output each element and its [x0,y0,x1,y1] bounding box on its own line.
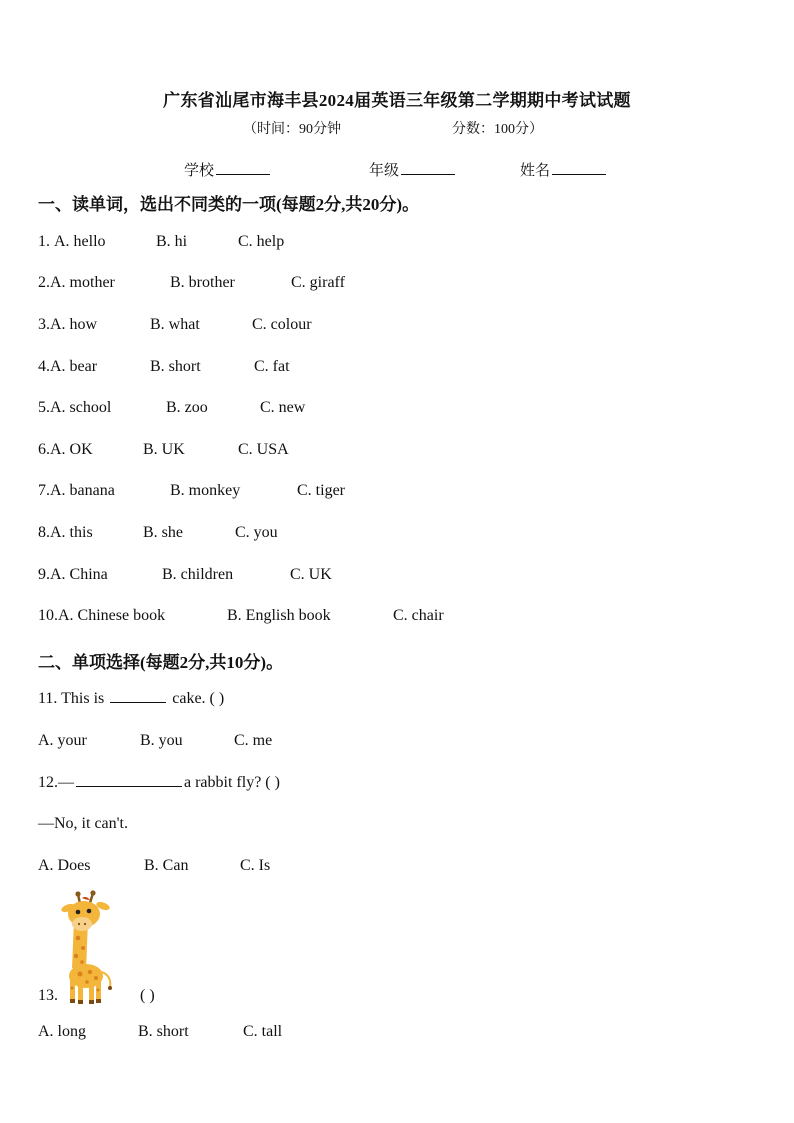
answer-blank[interactable] [76,785,182,787]
grade-label: 年级 [369,163,400,179]
option-a[interactable]: A. Does [38,857,91,874]
option-c[interactable]: C. tall [243,1023,283,1040]
option-c[interactable]: C. giraff [291,274,345,291]
option-b[interactable]: B. you [140,732,183,749]
option-a[interactable]: A. your [38,732,87,749]
question-number: 8. [38,524,50,541]
question-12-options [38,857,270,875]
question-12-reply: —No, it can't. [38,815,128,832]
option-c[interactable]: C. USA [238,441,289,458]
question-9 [38,566,332,584]
school-label: 学校 [184,163,215,179]
page-title: 广东省汕尾市海丰县2024届英语三年级第二学期期中考试试题 [163,91,631,110]
question-1 [38,233,284,251]
question-stem-start: This is [57,690,109,707]
option-a[interactable]: A. OK [50,441,93,458]
question-number: 12.— [38,774,74,791]
option-b[interactable]: B. UK [143,441,185,458]
option-b[interactable]: B. short [150,358,201,375]
question-number: 6. [38,441,50,458]
answer-blank[interactable] [110,701,166,703]
option-c[interactable]: C. you [235,524,278,541]
option-b[interactable]: B. hi [156,233,188,250]
grade-blank[interactable] [401,173,455,175]
question-11-options [38,732,272,750]
option-b[interactable]: B. what [150,316,200,333]
question-number: 11. [38,690,58,707]
option-c[interactable]: C. tiger [297,482,345,499]
option-b[interactable]: B. children [162,566,234,583]
question-11 [38,690,224,708]
question-stem-end: a rabbit fly? ( ) [184,774,280,791]
question-6 [38,441,289,459]
option-c[interactable]: C. help [238,233,285,250]
grade-field[interactable] [369,159,457,180]
question-13-options [38,1023,282,1041]
question-number: 4. [38,358,50,375]
school-blank[interactable] [216,173,270,175]
question-4 [38,358,290,376]
question-8 [38,524,278,542]
question-number: 9. [38,566,50,583]
option-b[interactable]: B. short [138,1023,189,1040]
giraffe-image [60,890,116,1006]
name-blank[interactable] [552,173,606,175]
question-3 [38,316,312,334]
answer-parentheses[interactable]: ( ) [140,987,155,1004]
option-c[interactable]: C. Is [240,857,271,874]
option-c[interactable]: C. chair [393,607,444,624]
option-b[interactable]: B. brother [170,274,235,291]
option-a[interactable]: A. this [50,524,93,541]
option-c[interactable]: C. me [234,732,273,749]
name-field[interactable] [520,159,608,180]
option-a[interactable]: A. long [38,1023,86,1040]
question-12 [38,774,280,792]
option-a[interactable]: A. Chinese book [58,607,166,624]
option-a[interactable]: A. hello [54,233,106,250]
exam-time: （时间：90分钟 [243,122,341,137]
option-a[interactable]: A. school [50,399,112,416]
option-c[interactable]: C. fat [254,358,290,375]
question-number: 3. [38,316,50,333]
question-stem-end: cake. ( ) [168,690,225,707]
question-7 [38,482,345,500]
question-number: 1. [38,233,54,250]
option-b[interactable]: B. English book [227,607,331,624]
name-label: 姓名 [520,163,551,179]
option-c[interactable]: C. UK [290,566,332,583]
question-2 [38,274,345,292]
option-a[interactable]: A. banana [50,482,115,499]
question-number: 10. [38,607,58,624]
option-b[interactable]: B. she [143,524,183,541]
section-1-title: 一、读单词，选出不同类的一项(每题2分,共20分)。 [38,195,420,214]
question-number: 2. [38,274,50,291]
question-5 [38,399,305,417]
option-b[interactable]: B. zoo [166,399,208,416]
option-a[interactable]: A. how [50,316,98,333]
question-13-number: 13. [38,987,58,1004]
school-field[interactable] [184,159,272,180]
question-number: 5. [38,399,50,416]
option-b[interactable]: B. Can [144,857,189,874]
option-a[interactable]: A. China [50,566,108,583]
option-b[interactable]: B. monkey [170,482,241,499]
option-a[interactable]: A. mother [50,274,115,291]
option-c[interactable]: C. colour [252,316,312,333]
question-10 [38,607,444,625]
option-a[interactable]: A. bear [50,358,98,375]
question-number: 7. [38,482,50,499]
option-c[interactable]: C. new [260,399,306,416]
section-2-title: 二、单项选择(每题2分,共10分)。 [38,653,284,672]
exam-score: 分数：100分） [452,122,543,137]
